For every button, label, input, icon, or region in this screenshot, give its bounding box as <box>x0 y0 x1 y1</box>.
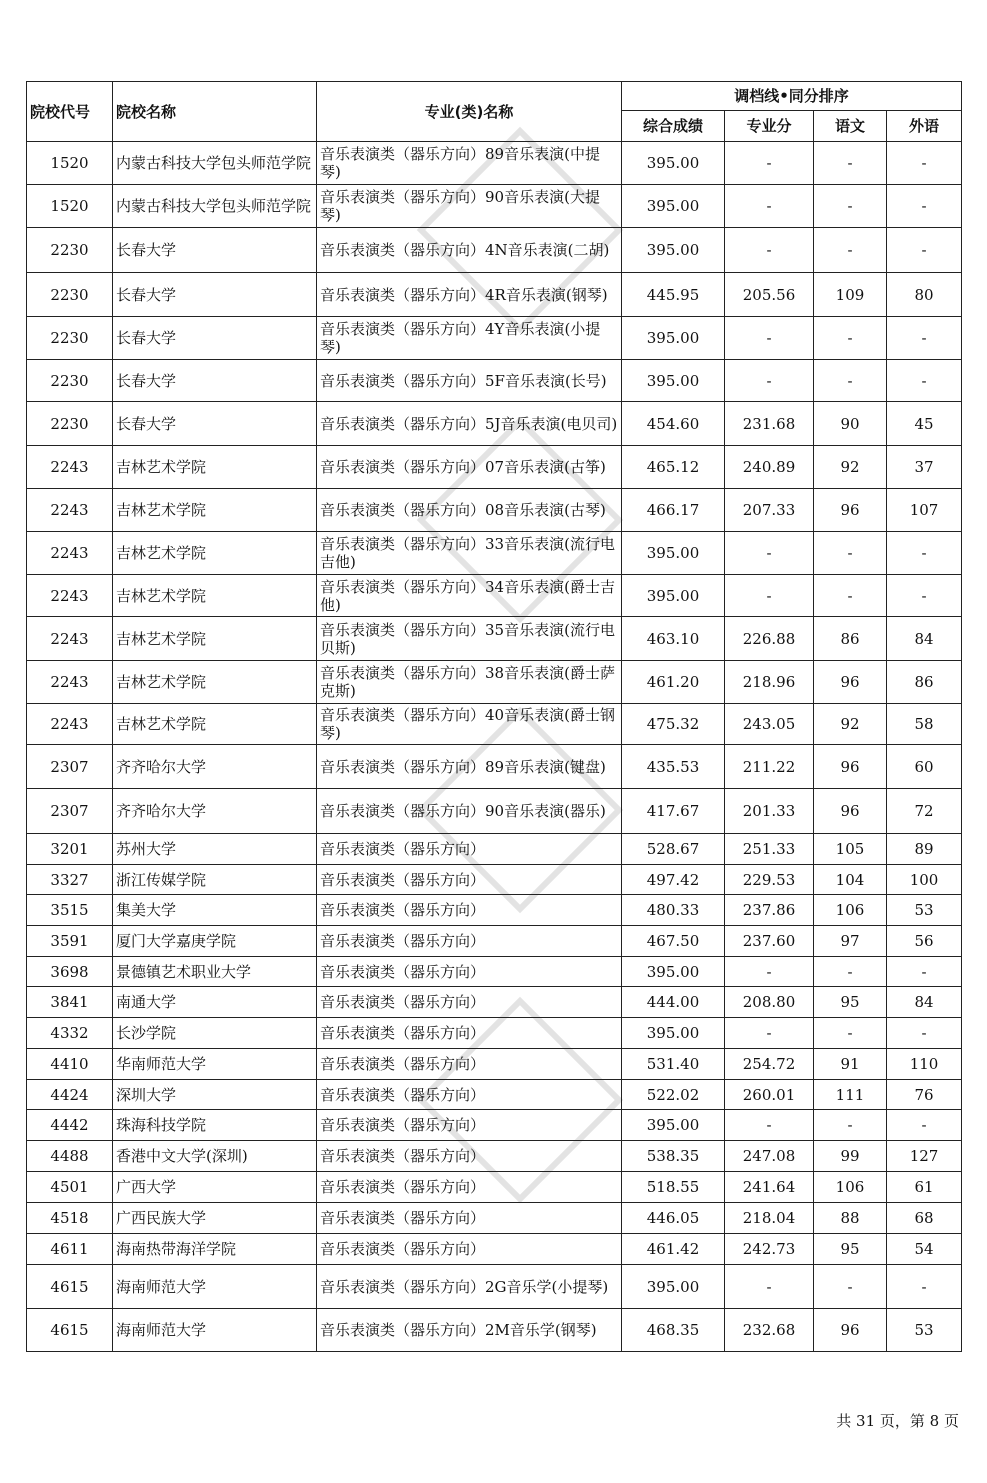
total-score: 395.00 <box>622 317 725 360</box>
prof-score: 243.05 <box>725 704 814 745</box>
school-name: 齐齐哈尔大学 <box>113 789 317 834</box>
prof-score: - <box>725 1110 814 1141</box>
school-name: 香港中文大学(深圳) <box>113 1141 317 1172</box>
table-row <box>27 1141 962 1172</box>
foreign-score: 72 <box>887 789 962 834</box>
foreign-score: 84 <box>887 617 962 661</box>
school-code: 3841 <box>27 987 113 1018</box>
school-code: 2230 <box>27 317 113 360</box>
chinese-score: 88 <box>814 1203 887 1234</box>
foreign-score: 56 <box>887 926 962 957</box>
prof-score: 218.04 <box>725 1203 814 1234</box>
major-name: 音乐表演类（器乐方向） <box>317 1172 622 1203</box>
total-score: 461.42 <box>622 1234 725 1265</box>
total-score: 395.00 <box>622 228 725 273</box>
foreign-score: 80 <box>887 273 962 317</box>
table-row <box>27 957 962 987</box>
prof-score: 254.72 <box>725 1049 814 1080</box>
major-name: 音乐表演类（器乐方向）5J音乐表演(电贝司) <box>317 402 622 446</box>
foreign-score: - <box>887 1110 962 1141</box>
school-name: 华南师范大学 <box>113 1049 317 1080</box>
major-name: 音乐表演类（器乐方向） <box>317 987 622 1018</box>
foreign-score: 107 <box>887 489 962 532</box>
major-name: 音乐表演类（器乐方向）07音乐表演(古筝) <box>317 446 622 489</box>
school-name: 广西大学 <box>113 1172 317 1203</box>
major-name: 音乐表演类（器乐方向）89音乐表演(键盘) <box>317 745 622 789</box>
major-name: 音乐表演类（器乐方向） <box>317 865 622 895</box>
school-code: 1520 <box>27 142 113 185</box>
school-code: 2243 <box>27 489 113 532</box>
foreign-score: - <box>887 185 962 228</box>
school-code: 4611 <box>27 1234 113 1265</box>
foreign-score: 127 <box>887 1141 962 1172</box>
total-score: 465.12 <box>622 446 725 489</box>
table-row <box>27 745 962 789</box>
chinese-score: - <box>814 317 887 360</box>
major-name: 音乐表演类（器乐方向） <box>317 1110 622 1141</box>
header-foreign: 外语 <box>887 111 962 142</box>
page-footer: 共 31 页，第 8 页 <box>836 1412 959 1430</box>
school-code: 2307 <box>27 789 113 834</box>
school-code: 3327 <box>27 865 113 895</box>
total-score: 445.95 <box>622 273 725 317</box>
school-name: 珠海科技学院 <box>113 1110 317 1141</box>
total-score: 538.35 <box>622 1141 725 1172</box>
table-row <box>27 704 962 745</box>
total-score: 497.42 <box>622 865 725 895</box>
school-code: 4615 <box>27 1265 113 1309</box>
chinese-score: 111 <box>814 1080 887 1110</box>
school-code: 2230 <box>27 228 113 273</box>
table-row <box>27 228 962 273</box>
chinese-score: - <box>814 1265 887 1309</box>
table-row <box>27 895 962 926</box>
major-name: 音乐表演类（器乐方向）2G音乐学(小提琴) <box>317 1265 622 1309</box>
total-score: 435.53 <box>622 745 725 789</box>
school-name: 吉林艺术学院 <box>113 617 317 661</box>
prof-score: - <box>725 1265 814 1309</box>
major-name: 音乐表演类（器乐方向）35音乐表演(流行电贝斯) <box>317 617 622 661</box>
table-row <box>27 1080 962 1110</box>
school-name: 广西民族大学 <box>113 1203 317 1234</box>
school-name: 长春大学 <box>113 360 317 402</box>
prof-score: 226.88 <box>725 617 814 661</box>
prof-score: 231.68 <box>725 402 814 446</box>
major-name: 音乐表演类（器乐方向）4N音乐表演(二胡) <box>317 228 622 273</box>
prof-score: 260.01 <box>725 1080 814 1110</box>
school-code: 2243 <box>27 617 113 661</box>
chinese-score: 90 <box>814 402 887 446</box>
school-code: 2230 <box>27 273 113 317</box>
prof-score: - <box>725 228 814 273</box>
chinese-score: - <box>814 142 887 185</box>
score-table <box>26 81 962 1352</box>
major-name: 音乐表演类（器乐方向） <box>317 926 622 957</box>
chinese-score: 106 <box>814 895 887 926</box>
prof-score: - <box>725 957 814 987</box>
header-chinese: 语文 <box>814 111 887 142</box>
foreign-score: - <box>887 228 962 273</box>
school-code: 2230 <box>27 402 113 446</box>
total-score: 454.60 <box>622 402 725 446</box>
table-row <box>27 865 962 895</box>
school-name: 集美大学 <box>113 895 317 926</box>
table-body <box>27 142 962 1352</box>
school-name: 内蒙古科技大学包头师范学院 <box>113 142 317 185</box>
school-name: 吉林艺术学院 <box>113 532 317 575</box>
total-score: 528.67 <box>622 834 725 865</box>
prof-score: 247.08 <box>725 1141 814 1172</box>
total-score: 395.00 <box>622 957 725 987</box>
total-score: 446.05 <box>622 1203 725 1234</box>
total-score: 468.35 <box>622 1309 725 1352</box>
chinese-score: - <box>814 957 887 987</box>
school-code: 4501 <box>27 1172 113 1203</box>
total-score: 395.00 <box>622 142 725 185</box>
school-name: 内蒙古科技大学包头师范学院 <box>113 185 317 228</box>
major-name: 音乐表演类（器乐方向） <box>317 1203 622 1234</box>
chinese-score: 92 <box>814 446 887 489</box>
chinese-score: 104 <box>814 865 887 895</box>
major-name: 音乐表演类（器乐方向） <box>317 1049 622 1080</box>
total-score: 475.32 <box>622 704 725 745</box>
school-name: 齐齐哈尔大学 <box>113 745 317 789</box>
table-row <box>27 360 962 402</box>
prof-score: 242.73 <box>725 1234 814 1265</box>
major-name: 音乐表演类（器乐方向）4Y音乐表演(小提琴) <box>317 317 622 360</box>
prof-score: - <box>725 575 814 617</box>
prof-score: - <box>725 317 814 360</box>
table-row <box>27 1018 962 1049</box>
school-code: 2243 <box>27 704 113 745</box>
foreign-score: - <box>887 575 962 617</box>
major-name: 音乐表演类（器乐方向）90音乐表演(大提琴) <box>317 185 622 228</box>
school-code: 4332 <box>27 1018 113 1049</box>
foreign-score: - <box>887 957 962 987</box>
foreign-score: - <box>887 317 962 360</box>
major-name: 音乐表演类（器乐方向）33音乐表演(流行电吉他) <box>317 532 622 575</box>
school-code: 3515 <box>27 895 113 926</box>
prof-score: 208.80 <box>725 987 814 1018</box>
prof-score: 240.89 <box>725 446 814 489</box>
table-row <box>27 617 962 661</box>
school-name: 景德镇艺术职业大学 <box>113 957 317 987</box>
foreign-score: - <box>887 1265 962 1309</box>
total-score: 518.55 <box>622 1172 725 1203</box>
school-name: 深圳大学 <box>113 1080 317 1110</box>
table-row <box>27 987 962 1018</box>
chinese-score: 96 <box>814 489 887 532</box>
major-name: 音乐表演类（器乐方向） <box>317 895 622 926</box>
school-code: 2230 <box>27 360 113 402</box>
school-code: 4615 <box>27 1309 113 1352</box>
school-code: 3698 <box>27 957 113 987</box>
foreign-score: 60 <box>887 745 962 789</box>
header-name: 院校名称 <box>113 82 317 142</box>
table-row <box>27 1110 962 1141</box>
total-score: 467.50 <box>622 926 725 957</box>
major-name: 音乐表演类（器乐方向）89音乐表演(中提琴) <box>317 142 622 185</box>
school-code: 1520 <box>27 185 113 228</box>
prof-score: 218.96 <box>725 661 814 704</box>
chinese-score: 95 <box>814 1234 887 1265</box>
school-code: 4424 <box>27 1080 113 1110</box>
prof-score: 205.56 <box>725 273 814 317</box>
school-code: 4410 <box>27 1049 113 1080</box>
table-row <box>27 1265 962 1309</box>
school-name: 苏州大学 <box>113 834 317 865</box>
major-name: 音乐表演类（器乐方向）4R音乐表演(钢琴) <box>317 273 622 317</box>
major-name: 音乐表演类（器乐方向） <box>317 1080 622 1110</box>
school-code: 4518 <box>27 1203 113 1234</box>
prof-score: 241.64 <box>725 1172 814 1203</box>
chinese-score: - <box>814 575 887 617</box>
table-row <box>27 575 962 617</box>
table-row <box>27 1309 962 1352</box>
school-name: 吉林艺术学院 <box>113 446 317 489</box>
school-name: 长春大学 <box>113 273 317 317</box>
prof-score: 229.53 <box>725 865 814 895</box>
total-score: 522.02 <box>622 1080 725 1110</box>
table-row <box>27 1234 962 1265</box>
table-row <box>27 142 962 185</box>
school-name: 长春大学 <box>113 317 317 360</box>
school-name: 长春大学 <box>113 402 317 446</box>
foreign-score: - <box>887 360 962 402</box>
prof-score: 237.86 <box>725 895 814 926</box>
table-row <box>27 446 962 489</box>
total-score: 395.00 <box>622 1110 725 1141</box>
school-name: 海南师范大学 <box>113 1309 317 1352</box>
total-score: 395.00 <box>622 1018 725 1049</box>
major-name: 音乐表演类（器乐方向）2M音乐学(钢琴) <box>317 1309 622 1352</box>
table-row <box>27 834 962 865</box>
school-code: 2243 <box>27 661 113 704</box>
school-code: 4442 <box>27 1110 113 1141</box>
school-code: 2243 <box>27 575 113 617</box>
chinese-score: 86 <box>814 617 887 661</box>
table-row <box>27 273 962 317</box>
foreign-score: 54 <box>887 1234 962 1265</box>
header-prof: 专业分 <box>725 111 814 142</box>
school-name: 吉林艺术学院 <box>113 489 317 532</box>
prof-score: 237.60 <box>725 926 814 957</box>
prof-score: - <box>725 142 814 185</box>
prof-score: 211.22 <box>725 745 814 789</box>
foreign-score: - <box>887 142 962 185</box>
major-name: 音乐表演类（器乐方向） <box>317 834 622 865</box>
school-name: 长沙学院 <box>113 1018 317 1049</box>
foreign-score: - <box>887 532 962 575</box>
chinese-score: 109 <box>814 273 887 317</box>
major-name: 音乐表演类（器乐方向）5F音乐表演(长号) <box>317 360 622 402</box>
table-row <box>27 489 962 532</box>
school-name: 海南师范大学 <box>113 1265 317 1309</box>
school-name: 海南热带海洋学院 <box>113 1234 317 1265</box>
chinese-score: 96 <box>814 745 887 789</box>
foreign-score: 86 <box>887 661 962 704</box>
prof-score: 251.33 <box>725 834 814 865</box>
major-name: 音乐表演类（器乐方向）40音乐表演(爵士钢琴) <box>317 704 622 745</box>
major-name: 音乐表演类（器乐方向）38音乐表演(爵士萨克斯) <box>317 661 622 704</box>
chinese-score: 96 <box>814 661 887 704</box>
school-code: 2307 <box>27 745 113 789</box>
header-total: 综合成绩 <box>622 111 725 142</box>
table-row <box>27 1203 962 1234</box>
foreign-score: 61 <box>887 1172 962 1203</box>
chinese-score: - <box>814 185 887 228</box>
chinese-score: 106 <box>814 1172 887 1203</box>
major-name: 音乐表演类（器乐方向） <box>317 957 622 987</box>
school-name: 南通大学 <box>113 987 317 1018</box>
chinese-score: 95 <box>814 987 887 1018</box>
total-score: 395.00 <box>622 360 725 402</box>
school-code: 3201 <box>27 834 113 865</box>
major-name: 音乐表演类（器乐方向）90音乐表演(器乐) <box>317 789 622 834</box>
prof-score: - <box>725 185 814 228</box>
foreign-score: 53 <box>887 1309 962 1352</box>
school-name: 吉林艺术学院 <box>113 575 317 617</box>
school-name: 吉林艺术学院 <box>113 661 317 704</box>
chinese-score: 91 <box>814 1049 887 1080</box>
school-name: 吉林艺术学院 <box>113 704 317 745</box>
total-score: 531.40 <box>622 1049 725 1080</box>
foreign-score: 45 <box>887 402 962 446</box>
foreign-score: 37 <box>887 446 962 489</box>
prof-score: - <box>725 360 814 402</box>
chinese-score: - <box>814 1018 887 1049</box>
chinese-score: 96 <box>814 789 887 834</box>
school-name: 浙江传媒学院 <box>113 865 317 895</box>
foreign-score: 110 <box>887 1049 962 1080</box>
foreign-score: 89 <box>887 834 962 865</box>
chinese-score: 96 <box>814 1309 887 1352</box>
prof-score: 207.33 <box>725 489 814 532</box>
foreign-score: 76 <box>887 1080 962 1110</box>
school-code: 2243 <box>27 446 113 489</box>
school-name: 长春大学 <box>113 228 317 273</box>
table-row <box>27 926 962 957</box>
school-code: 3591 <box>27 926 113 957</box>
chinese-score: - <box>814 532 887 575</box>
total-score: 480.33 <box>622 895 725 926</box>
prof-score: - <box>725 532 814 575</box>
table-row <box>27 1172 962 1203</box>
chinese-score: - <box>814 228 887 273</box>
table-row <box>27 185 962 228</box>
chinese-score: 97 <box>814 926 887 957</box>
major-name: 音乐表演类（器乐方向） <box>317 1141 622 1172</box>
school-code: 2243 <box>27 532 113 575</box>
table-row <box>27 661 962 704</box>
prof-score: 201.33 <box>725 789 814 834</box>
foreign-score: 100 <box>887 865 962 895</box>
major-name: 音乐表演类（器乐方向） <box>317 1018 622 1049</box>
table-row <box>27 317 962 360</box>
foreign-score: 84 <box>887 987 962 1018</box>
header-code: 院校代号 <box>27 82 113 142</box>
chinese-score: 105 <box>814 834 887 865</box>
major-name: 音乐表演类（器乐方向）08音乐表演(古琴) <box>317 489 622 532</box>
prof-score: 232.68 <box>725 1309 814 1352</box>
school-code: 4488 <box>27 1141 113 1172</box>
total-score: 466.17 <box>622 489 725 532</box>
total-score: 444.00 <box>622 987 725 1018</box>
chinese-score: - <box>814 1110 887 1141</box>
table-row <box>27 1049 962 1080</box>
total-score: 461.20 <box>622 661 725 704</box>
total-score: 395.00 <box>622 532 725 575</box>
major-name: 音乐表演类（器乐方向）34音乐表演(爵士吉他) <box>317 575 622 617</box>
header-group: 调档线•同分排序 <box>622 82 962 111</box>
table-row <box>27 532 962 575</box>
chinese-score: 99 <box>814 1141 887 1172</box>
foreign-score: 53 <box>887 895 962 926</box>
table-row <box>27 402 962 446</box>
chinese-score: 92 <box>814 704 887 745</box>
total-score: 417.67 <box>622 789 725 834</box>
total-score: 395.00 <box>622 185 725 228</box>
school-name: 厦门大学嘉庚学院 <box>113 926 317 957</box>
table-row <box>27 789 962 834</box>
foreign-score: 58 <box>887 704 962 745</box>
prof-score: - <box>725 1018 814 1049</box>
total-score: 395.00 <box>622 1265 725 1309</box>
foreign-score: 68 <box>887 1203 962 1234</box>
foreign-score: - <box>887 1018 962 1049</box>
major-name: 音乐表演类（器乐方向） <box>317 1234 622 1265</box>
total-score: 395.00 <box>622 575 725 617</box>
total-score: 463.10 <box>622 617 725 661</box>
header-major: 专业(类)名称 <box>317 82 622 142</box>
chinese-score: - <box>814 360 887 402</box>
